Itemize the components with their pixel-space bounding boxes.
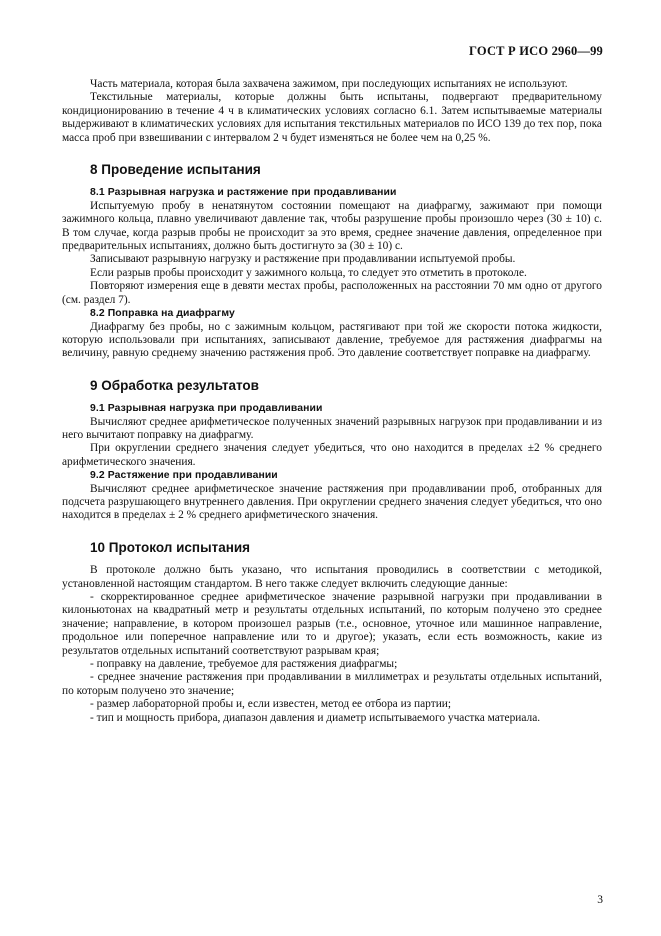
intro-paragraph: Текстильные материалы, которые должны быть испытаны, подвергают предварительному кондиционированию в течение 4 ч в климатических условиях согласно 6.1. Затем испытываемые материалы выдерживают в климатических условиях для испытания текстильных материалов по ИСО 139 до тех пор, пока масса проб при взвешивании с интервалом 2 ч будет изменяться не более чем на 0,25 %. xyxy=(62,91,602,144)
paragraph: Вычисляют среднее арифметическое полученных значений разрывных нагрузок при продавливании и из него вычитают поправку на диафрагму. xyxy=(62,415,602,441)
section-10-heading: 10 Протокол испытания xyxy=(90,539,251,555)
list-item: - среднее значение растяжения при продавливании в миллиметрах и результаты отдельных испытаний, по которым получено это значение; xyxy=(62,671,602,697)
paragraph: Испытуемую пробу в ненатянутом состоянии помещают на диафрагму, зажимают при помощи зажимного кольца, плавно увеличивают давление так, чтобы разрушение пробы произошло через (30 ± 10) с. В том случае, когда разрыв пробы не происходит за это время, среднее значение давления, определенное при предварительных испытаниях, должно быть достигнуто за (30 ± 10) с. xyxy=(62,199,602,253)
page-number: 3 xyxy=(597,894,603,906)
list-item: - размер лабораторной пробы и, если известен, метод ее отбора из партии; xyxy=(90,698,452,711)
paragraph: Диафрагму без пробы, но с зажимным кольцом, растягивают при той же скорости потока жидкости, которую использовали при испытаниях, записывают давление, требуемое для растяжения диафрагмы на величину, равную среднему значению растяжения проб. Это давление соответствует поправке на диафрагму. xyxy=(62,320,602,360)
subsection-8-2-heading: 8.2 Поправка на диафрагму xyxy=(90,308,235,320)
page-content xyxy=(62,78,602,725)
list-item: - скорректированное среднее арифметическое значение разрывной нагрузки при продавливании в килоньютонах на квадратный метр и результаты отдельных испытаний, по которым получено это среднее значение; направление, в котором произошел разрыв (т.е., основное, уточное или машинное направление, продольное или поперечное направление или то и другое); указать, если есть возможность, какие из результатов отдельных испытаний соответствуют разрывам края; xyxy=(62,591,602,657)
paragraph: В протоколе должно быть указано, что испытания проводились в соответствии с методикой, установленной настоящим стандартом. В него также следует включить следующие данные: xyxy=(62,564,602,590)
subsection-8-1-heading: 8.1 Разрывная нагрузка и растяжение при продавливании xyxy=(90,187,397,199)
standard-code-header: ГОСТ Р ИСО 2960—99 xyxy=(469,44,603,58)
paragraph: Записывают разрывную нагрузку и растяжение при продавливании испытуемой пробы. xyxy=(90,253,516,266)
intro-paragraph: Часть материала, которая была захвачена зажимом, при последующих испытаниях не используют. xyxy=(90,78,568,90)
list-item: - поправку на давление, требуемое для растяжения диафрагмы; xyxy=(90,658,398,671)
list-item: - тип и мощность прибора, диапазон давления и диаметр испытываемого участка материала. xyxy=(90,711,541,724)
section-8-heading: 8 Проведение испытания xyxy=(90,162,261,178)
subsection-9-1-heading: 9.1 Разрывная нагрузка при продавливании xyxy=(90,403,323,415)
section-9-heading: 9 Обработка результатов xyxy=(90,377,259,393)
subsection-9-2-heading: 9.2 Растяжение при продавливании xyxy=(90,470,278,482)
paragraph: Вычисляют среднее арифметическое значение растяжения при продавливании проб, отобранных для подсчета разрушающего внутреннего давления. При округлении среднего значения следует убедиться, что оно находится в пределах ± 2 % среднего арифметического значения. xyxy=(62,482,602,522)
paragraph: Повторяют измерения еще в девяти местах пробы, расположенных на расстоянии 70 мм одно от другого (см. раздел 7). xyxy=(62,280,602,306)
paragraph: При округлении среднего значения следует убедиться, что оно находится в пределах ±2 % среднего арифметического значения. xyxy=(62,442,602,468)
paragraph: Если разрыв пробы происходит у зажимного кольца, то следует это отметить в протоколе. xyxy=(90,266,527,279)
